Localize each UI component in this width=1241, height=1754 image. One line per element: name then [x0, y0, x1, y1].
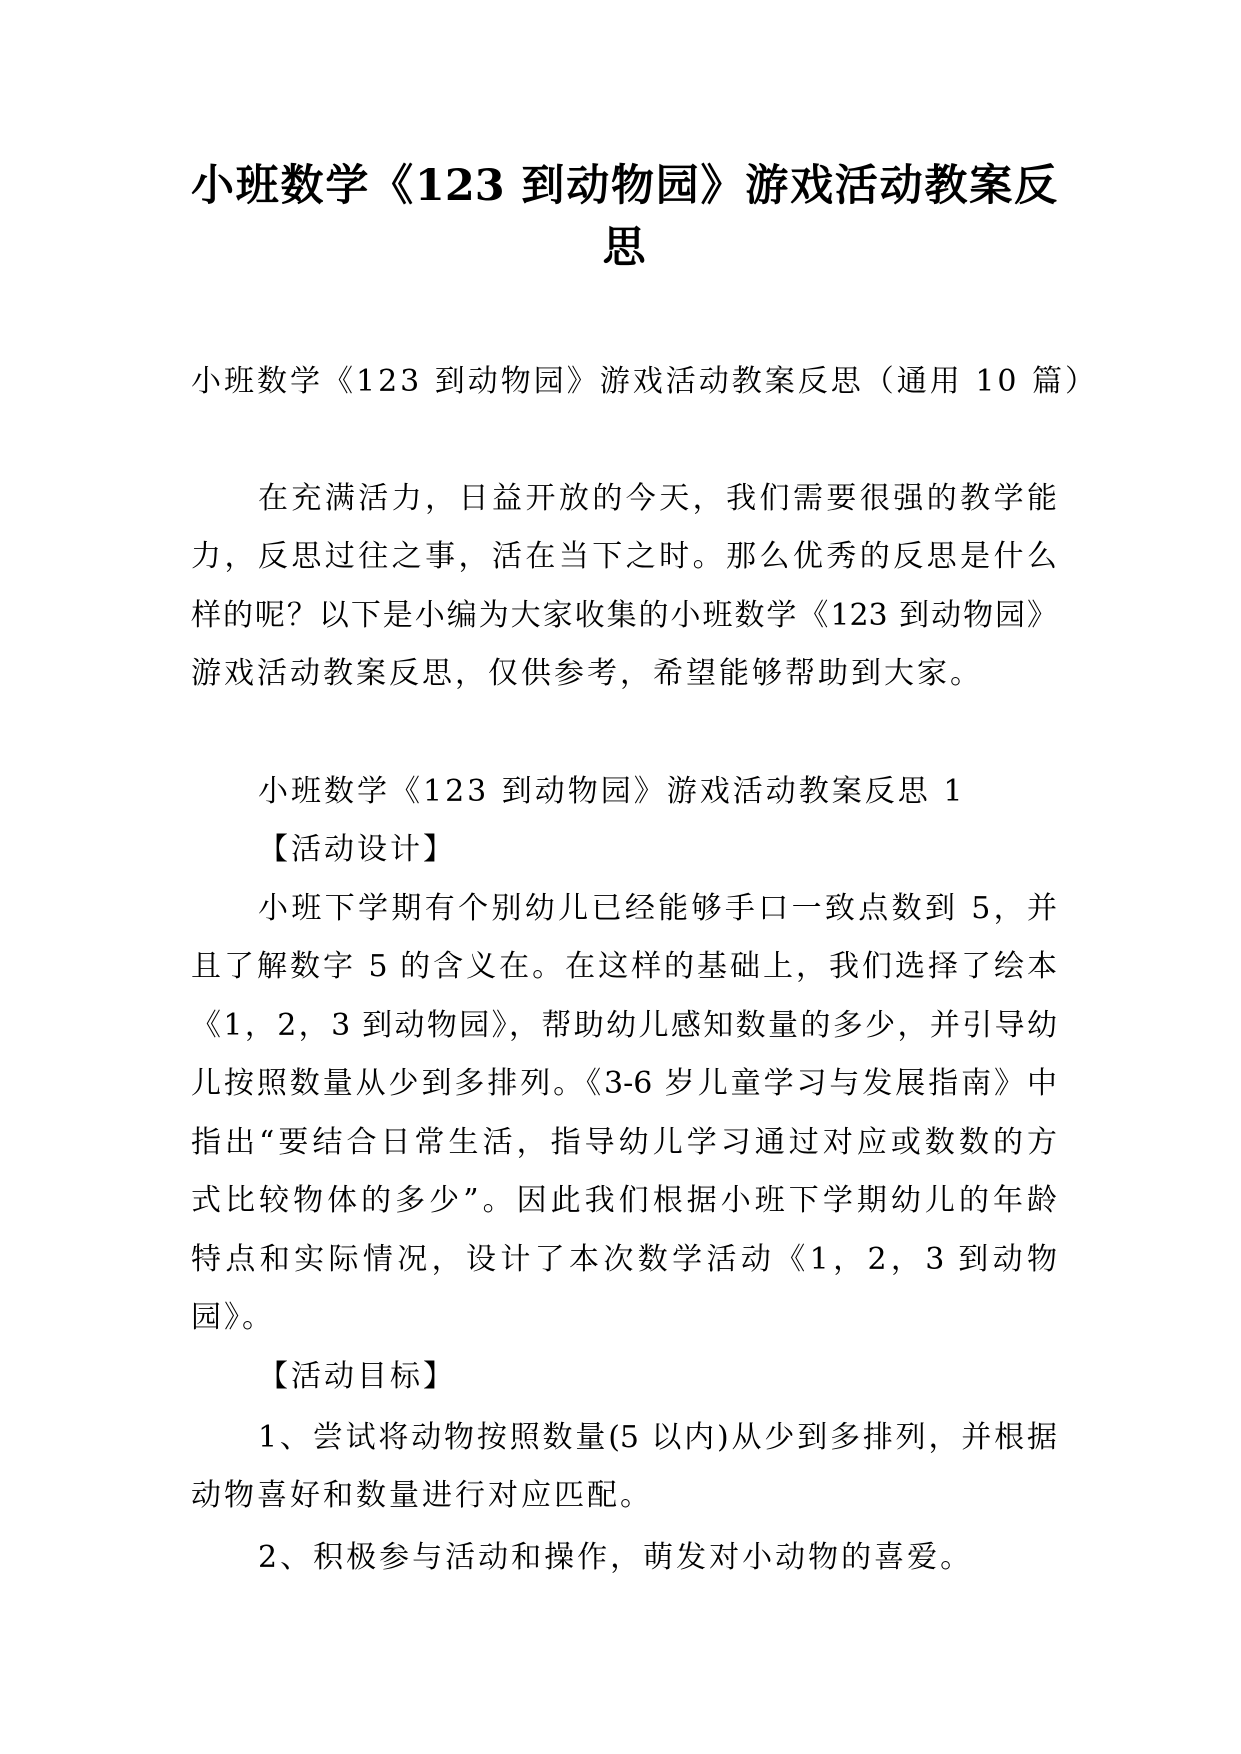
paragraph-line: 儿按照数量从少到多排列。《3-6 岁儿童学习与发展指南》中 [191, 1066, 1057, 1102]
goals-list [191, 1409, 1057, 1588]
page-title [191, 155, 1057, 279]
goals-heading: 【活动目标】 [258, 1358, 456, 1394]
document-subtitle: 小班数学《123 到动物园》游戏活动教案反思（通用 10 篇） [191, 364, 1099, 399]
design-heading: 【活动设计】 [258, 832, 456, 868]
title-line: 小班数学《123 到动物园》游戏活动教案反 [191, 161, 1057, 211]
design-paragraph [191, 880, 1057, 1348]
subtitle-block [191, 353, 1099, 412]
goal-item [191, 1529, 1057, 1588]
paragraph-line: 小班下学期有个别幼儿已经能够手口一致点数到 5，并 [258, 890, 1057, 926]
paragraph-line: 1、尝试将动物按照数量(5 以内)从少到多排列，并根据 [258, 1419, 1057, 1455]
paragraph-line: 且了解数字 5 的含义在。在这样的基础上，我们选择了绘本 [191, 949, 1057, 985]
paragraph-line: 特点和实际情况，设计了本次数学活动《1，2，3 到动物 [191, 1241, 1057, 1277]
paragraph-line: 园》。 [191, 1300, 275, 1336]
goal-item [191, 1409, 1057, 1526]
intro-paragraph [191, 470, 1057, 704]
section-1 [191, 763, 1057, 1407]
paragraph-line: 《1，2，3 到动物园》，帮助幼儿感知数量的多少，并引导幼 [191, 1007, 1057, 1043]
paragraph-line: 在充满活力，日益开放的今天，我们需要很强的教学能 [258, 480, 1057, 516]
paragraph-line: 动物喜好和数量进行对应匹配。 [191, 1478, 653, 1513]
paragraph-line: 样的呢？以下是小编为大家收集的小班数学《123 到动物园》 [191, 597, 1057, 633]
paragraph-line: 指出“要结合日常生活，指导幼儿学习通过对应或数数的方 [191, 1124, 1057, 1160]
paragraph-line: 力，反思过往之事，活在当下之时。那么优秀的反思是什么 [191, 539, 1057, 574]
title-line: 思 [602, 223, 646, 273]
section-heading: 小班数学《123 到动物园》游戏活动教案反思 1 [258, 773, 966, 809]
paragraph-line: 游戏活动教案反思，仅供参考，希望能够帮助到大家。 [191, 656, 983, 691]
paragraph-line: 2、积极参与活动和操作，萌发对小动物的喜爱。 [258, 1539, 974, 1575]
paragraph-line: 式比较物体的多少”。因此我们根据小班下学期幼儿的年龄 [191, 1183, 1057, 1219]
